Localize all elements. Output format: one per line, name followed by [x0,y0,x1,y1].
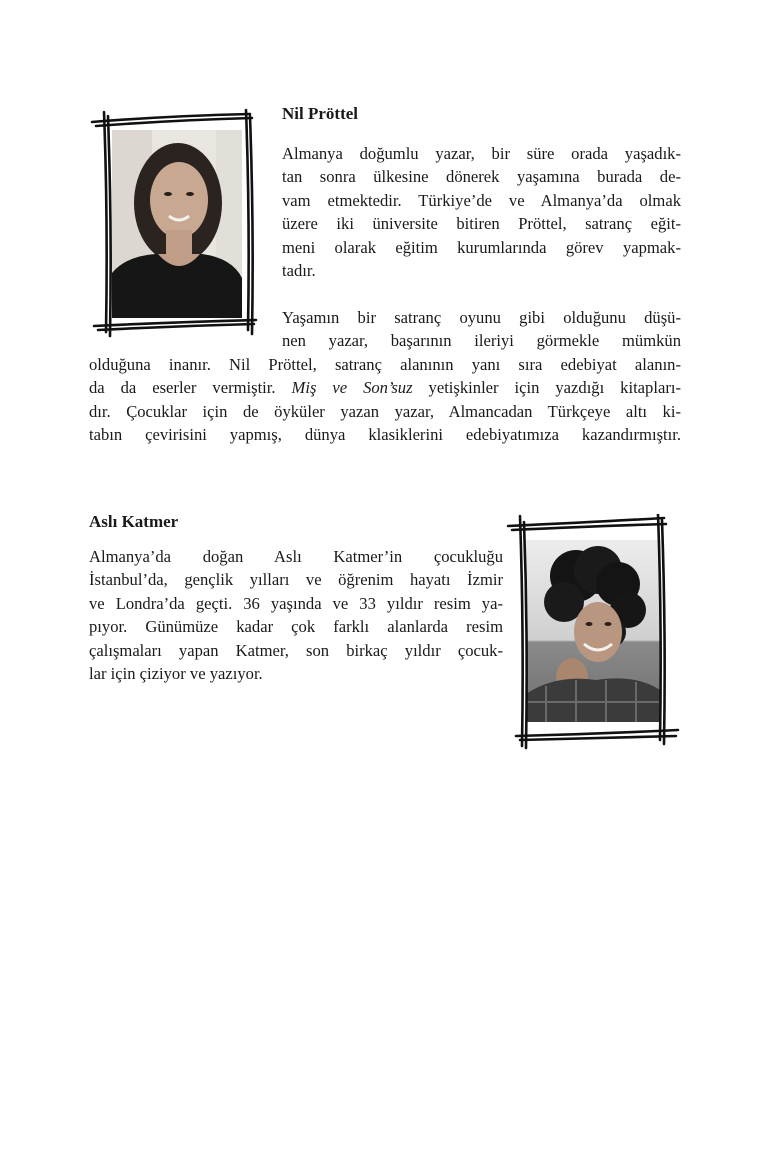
bio-line: vam etmektedir. Türkiye’de ve Almanya’da olmak [282,190,681,210]
bio-line: ve Londra’da geçti. 36 yaşında ve 33 yıldır resim ya- [89,593,503,613]
bio-line: pıyor. Günümüze kadar çok farklı alanlarda resim [89,617,503,637]
author-photo-asli-katmer [506,514,682,750]
bio-line: olduğuna inanır. Nil Pröttel, satranç alanının yanı sıra edebiyat alanın- [89,354,681,374]
bio-line: Almanya doğumlu yazar, bir süre orada yaşadık- [282,144,681,163]
bio-line [89,376,681,399]
bio-text: yetişkinler için yazdığı kitapları- [428,378,681,398]
book-title: Miş ve Son’suz [291,378,413,398]
bio-line: Almanya’da doğan Aslı Katmer’in çocukluğu [89,547,503,566]
bio-text: da da eserler vermiştir. [89,378,276,398]
author-name-nil-prottel: Nil Pröttel [282,104,358,123]
bio-line: dır. Çocuklar için de öyküler yazan yazar, Almancadan Türkçeye altı ki- [89,401,681,421]
bio-line: tabın çevirisini yapmış, dünya klasiklerini edebiyatımıza kazandırmıştır. [89,425,681,444]
bio-line: üzere iki üniversite bitiren Pröttel, satranç eğit- [282,214,681,234]
bio-line: meni olarak eğitim kurumlarında görev yapmak- [282,237,681,257]
bio-line: tan sonra ülkesine dönerek yaşamına burada de- [282,167,681,187]
author-name-asli-katmer: Aslı Katmer [89,512,179,531]
author-photo-nil-prottel [86,108,258,340]
bio-line: çalışmaları yapan Katmer, son birkaç yıldır çocuk- [89,640,503,660]
bio-line: lar için çiziyor ve yazıyor. [89,664,263,683]
bio-line: nen yazar, başarının ileriyi görmekle mümkün [282,331,681,351]
bio-line: Yaşamın bir satranç oyunu gibi olduğunu düşü- [282,308,681,327]
bio-line: İstanbul’da, gençlik yılları ve öğrenim hayatı İzmir [89,570,503,590]
bio-line: tadır. [282,261,316,280]
